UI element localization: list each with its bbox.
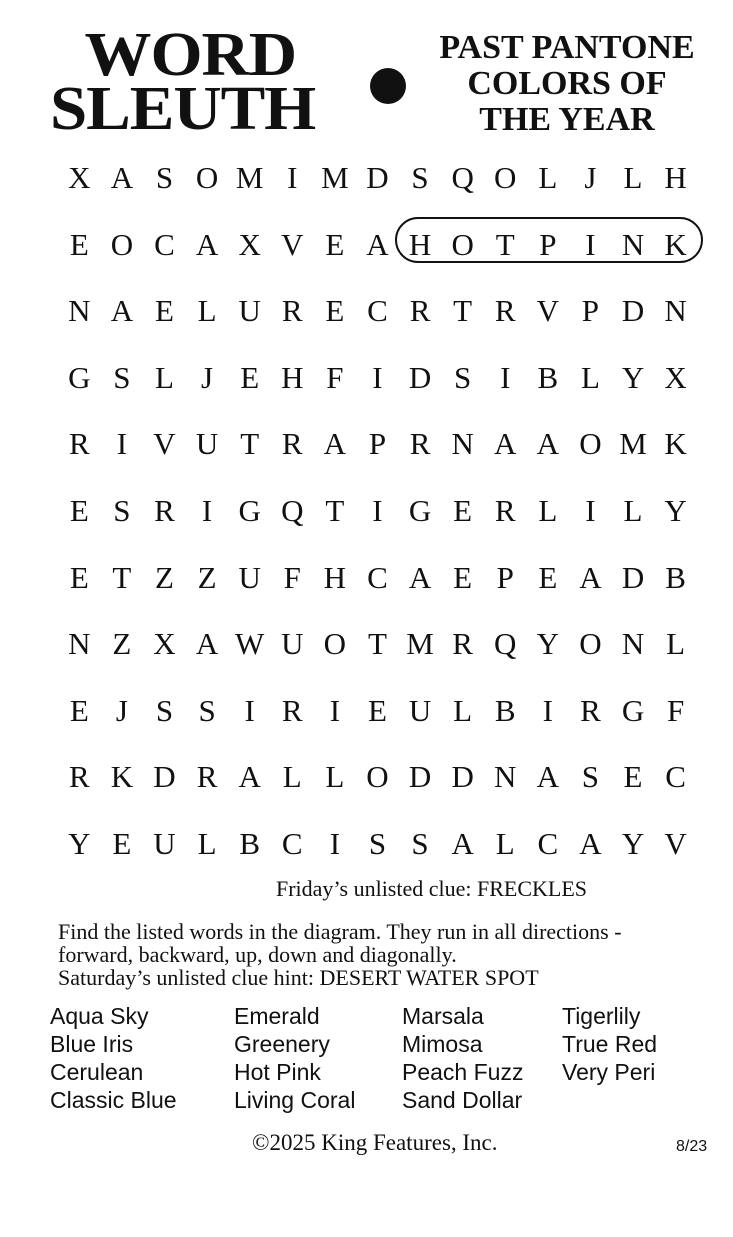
grid-letter: Q (451, 160, 474, 195)
grid-letter: K (664, 226, 687, 262)
grid-letter: D (408, 359, 432, 395)
grid-letter: R (68, 426, 90, 462)
grid-letter: E (69, 493, 89, 528)
grid-letter: L (580, 359, 600, 395)
grid-letter: R (154, 493, 175, 528)
grid-letter: U (408, 692, 432, 728)
grid-letter: E (538, 559, 558, 595)
grid-letter: K (664, 426, 687, 462)
grid-row (58, 816, 698, 872)
grid-letter: O (579, 626, 602, 662)
grid-letter: S (198, 692, 216, 728)
grid-letter: X (68, 160, 91, 195)
grid-letter: C (665, 759, 686, 795)
grid-letter: S (411, 160, 429, 195)
grid-letter: O (579, 426, 602, 462)
word-list-item: Very Peri (562, 1059, 656, 1085)
grid-letter: P (368, 426, 387, 462)
grid-row (58, 150, 698, 206)
grid-letter: D (153, 759, 176, 795)
grid-letter: D (366, 160, 389, 195)
grid-letter: V (281, 226, 304, 262)
grid-letter: U (195, 426, 219, 462)
grid-letter: R (281, 426, 303, 462)
word-list-item: Tigerlily (562, 1003, 641, 1029)
grid-letter: S (155, 160, 174, 195)
copyright: ©2025 King Features, Inc. (252, 1130, 498, 1155)
grid-letter: I (244, 692, 255, 728)
grid-row (58, 416, 698, 472)
grid-letter: F (326, 359, 344, 395)
grid-letter: A (195, 226, 219, 262)
word-list-item: Emerald (234, 1003, 320, 1029)
grid-letter: L (155, 359, 174, 395)
instructions-line: forward, backward, up, down and diagonally. (58, 942, 457, 967)
grid-letter: Z (197, 559, 217, 595)
grid-letter: D (408, 759, 432, 795)
word-list-item: Classic Blue (50, 1087, 177, 1113)
grid-letter: O (110, 226, 134, 262)
grid-letter: K (110, 759, 134, 795)
grid-letter: N (664, 293, 687, 329)
grid-letter: C (154, 226, 175, 262)
word-list-item: Cerulean (50, 1059, 144, 1085)
grid-letter: B (537, 359, 559, 395)
grid-letter: W (235, 626, 265, 662)
grid-letter: L (197, 826, 217, 861)
grid-letter: T (495, 226, 515, 262)
grid-letter: I (287, 160, 298, 195)
grid-letter: A (536, 759, 560, 795)
grid-letter: X (664, 359, 687, 395)
grid-letter: A (494, 426, 517, 462)
grid-letter: I (585, 226, 596, 262)
grid-letter: C (281, 826, 303, 861)
grid-letter: Y (536, 626, 560, 662)
word-list-item: Blue Iris (50, 1031, 134, 1057)
grid-letter: M (619, 426, 647, 462)
grid-letter: A (110, 293, 134, 329)
date-code: 8/23 (676, 1138, 708, 1155)
grid-letter: E (69, 226, 89, 262)
grid-letter: A (366, 226, 389, 262)
grid-letter: J (115, 692, 128, 728)
grid-letter: F (283, 559, 301, 595)
grid-letter: E (367, 692, 387, 728)
grid-row (58, 483, 698, 539)
grid-letter: S (155, 692, 174, 728)
grid-letter: P (581, 293, 600, 329)
grid-letter: B (665, 559, 686, 595)
grid-letter: D (451, 759, 474, 795)
grid-letter: S (454, 359, 472, 395)
grid-letter: B (494, 692, 516, 728)
grid-letter: Q (494, 626, 517, 662)
unlisted-clue: Friday’s unlisted clue: FRECKLES (275, 876, 588, 901)
grid-letter: L (197, 293, 217, 329)
grid-letter: H (664, 160, 687, 195)
grid-letter: J (584, 160, 597, 195)
grid-row (58, 616, 698, 672)
word-list-item: Marsala (402, 1003, 484, 1029)
grid-letter: N (451, 426, 474, 462)
grid-letter: H (408, 226, 432, 262)
grid-letter: I (372, 493, 383, 528)
grid-letter: L (538, 493, 558, 528)
grid-letter: G (238, 493, 261, 528)
grid-row (58, 550, 698, 606)
grid-letter: I (329, 826, 341, 861)
theme-line: THE YEAR (479, 101, 655, 138)
grid-letter: E (325, 226, 345, 262)
grid-letter: T (325, 493, 345, 528)
grid-letter: D (621, 559, 645, 595)
grid-letter: G (621, 692, 645, 728)
grid-letter: I (116, 426, 128, 462)
grid-letter: C (367, 559, 388, 595)
instructions-line: Find the listed words in the diagram. They run in all directions - (58, 919, 622, 944)
grid-row (58, 749, 698, 805)
grid-letter: S (113, 493, 131, 528)
grid-letter: S (113, 359, 131, 395)
grid-letter: E (240, 359, 260, 395)
instructions (58, 920, 698, 989)
word-list-item: Aqua Sky (50, 1003, 149, 1029)
word-list-column (402, 1002, 523, 1114)
grid-letter: V (536, 293, 560, 329)
grid-letter: P (496, 559, 514, 595)
grid-row (58, 683, 698, 739)
grid-row (58, 217, 698, 273)
grid-letter: N (621, 626, 645, 662)
word-list-column (562, 1002, 657, 1086)
word-list-item: Peach Fuzz (402, 1059, 524, 1085)
word-list-item: Hot Pink (234, 1059, 321, 1085)
grid-letter: L (453, 692, 473, 728)
grid-letter: Z (155, 559, 174, 595)
grid-letter: B (239, 826, 261, 861)
grid-letter: T (112, 559, 132, 595)
grid-letter: C (367, 293, 388, 329)
grid-letter: R (281, 293, 303, 329)
grid-letter: H (323, 559, 347, 595)
grid-letter: L (325, 759, 345, 795)
word-list-column (50, 1002, 177, 1114)
grid-letter: I (329, 692, 341, 728)
title-block (50, 21, 695, 148)
grid-letter: A (579, 559, 602, 595)
grid-letter: J (201, 359, 214, 395)
word-list-item: Sand Dollar (402, 1087, 523, 1113)
grid-letter: P (539, 226, 557, 262)
grid-letter: I (585, 493, 596, 528)
grid-letter: A (323, 426, 347, 462)
grid-letter: M (406, 626, 434, 662)
grid-letter: G (408, 493, 432, 528)
grid-letter: R (409, 426, 431, 462)
letter-grid (58, 150, 698, 861)
grid-letter: Y (621, 826, 645, 861)
word-list-item: Greenery (234, 1031, 330, 1057)
grid-letter: S (411, 826, 429, 861)
grid-letter: A (579, 826, 602, 861)
grid-letter: E (453, 493, 473, 528)
grid-letter: A (195, 626, 219, 662)
grid-letter: N (621, 226, 645, 262)
bullet-dot (370, 68, 406, 104)
puzzle-theme (422, 30, 712, 138)
clue-hint: Saturday’s unlisted clue hint: DESERT WATER SPOT (58, 965, 539, 990)
grid-letter: G (68, 359, 91, 395)
word-list (50, 1002, 710, 1122)
grid-letter: C (537, 826, 559, 861)
grid-letter: X (238, 226, 261, 262)
word-list-item: Mimosa (402, 1031, 483, 1057)
word-list-column (234, 1002, 355, 1114)
grid-letter: I (500, 359, 511, 395)
grid-letter: O (451, 226, 474, 262)
grid-letter: U (238, 293, 261, 329)
grid-letter: X (153, 626, 176, 662)
grid-letter: N (494, 759, 517, 795)
grid-letter: Y (68, 826, 91, 861)
grid-letter: S (368, 826, 387, 861)
grid-letter: L (538, 160, 558, 195)
word-list-item: Living Coral (234, 1087, 356, 1113)
grid-letter: Z (112, 626, 132, 662)
grid-letter: I (201, 493, 213, 528)
title-line-sleuth: SLEUTH (50, 75, 316, 143)
grid-letter: U (281, 626, 304, 662)
grid-letter: L (282, 759, 302, 795)
grid-letter: R (494, 293, 516, 329)
grid-letter: O (366, 759, 389, 795)
grid-letter: M (321, 160, 349, 195)
grid-letter: E (69, 559, 89, 595)
grid-letter: A (238, 759, 261, 795)
grid-letter: A (451, 826, 474, 861)
grid-letter: E (112, 826, 132, 861)
grid-letter: E (155, 293, 174, 329)
grid-letter: E (623, 759, 643, 795)
grid-letter: T (453, 293, 473, 329)
grid-letter: S (581, 759, 600, 795)
theme-line: PAST PANTONE (439, 29, 695, 66)
grid-letter: M (235, 160, 264, 195)
grid-letter: Q (281, 493, 304, 528)
grid-letter: A (408, 559, 432, 595)
grid-letter: E (453, 559, 473, 595)
grid-letter: L (623, 493, 643, 528)
grid-letter: I (372, 359, 383, 395)
grid-letter: O (494, 160, 517, 195)
grid-letter: T (240, 426, 260, 462)
grid-letter: R (494, 493, 516, 528)
grid-letter: R (452, 626, 473, 662)
grid-letter: R (580, 692, 601, 728)
grid-letter: Y (664, 493, 687, 528)
grid-letter: N (68, 626, 91, 662)
grid-letter: E (69, 692, 89, 728)
grid-letter: L (623, 160, 643, 195)
grid-row (58, 283, 698, 339)
grid-letter: N (68, 293, 91, 329)
grid-row (58, 350, 698, 406)
puzzle-title (50, 21, 316, 143)
grid-letter: U (153, 826, 176, 861)
grid-letter: Y (621, 359, 645, 395)
grid-letter: T (367, 626, 387, 662)
grid-letter: H (281, 359, 304, 395)
word-list-item: True Red (562, 1031, 658, 1057)
grid-letter: A (536, 426, 560, 462)
grid-letter: V (664, 826, 687, 861)
grid-letter: R (281, 692, 303, 728)
grid-letter: R (68, 759, 90, 795)
grid-letter: R (409, 293, 431, 329)
grid-letter: L (495, 826, 515, 861)
grid-letter: E (325, 293, 345, 329)
grid-letter: A (110, 160, 134, 195)
grid-letter: F (666, 692, 685, 728)
grid-letter: R (196, 759, 218, 795)
grid-letter: V (153, 426, 176, 462)
grid-letter: L (666, 626, 686, 662)
grid-letter: U (238, 559, 261, 595)
grid-letter: O (195, 160, 219, 195)
grid-letter: D (621, 293, 645, 329)
theme-line: COLORS OF (467, 65, 667, 102)
title-line-word: WORD (84, 21, 297, 89)
grid-letter: O (323, 626, 347, 662)
grid-letter: I (542, 692, 553, 728)
